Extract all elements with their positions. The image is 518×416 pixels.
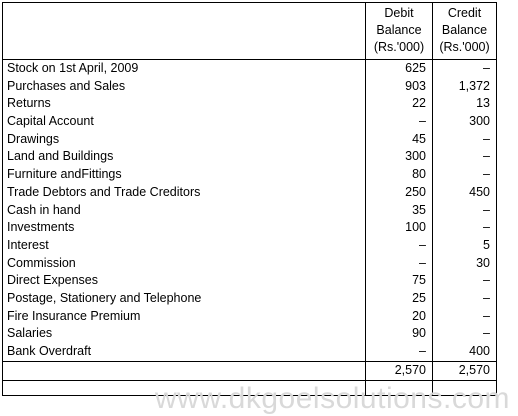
row-particulars: Drawings [3,131,366,149]
row-credit: 13 [433,95,497,113]
debit-header-line-1: Debit [384,6,414,20]
debit-total: 2,570 [366,361,433,380]
row-debit: 45 [366,131,433,149]
row-debit: 22 [366,95,433,113]
row-credit: 450 [433,184,497,202]
row-debit: – [366,255,433,273]
row-debit: 80 [366,166,433,184]
table-row [3,343,497,361]
row-credit: 5 [433,237,497,255]
row-credit: – [433,131,497,149]
table-row [3,202,497,220]
row-debit: 250 [366,184,433,202]
debit-header-line-2: Balance [376,23,422,37]
row-credit: 30 [433,255,497,273]
table-row [3,184,497,202]
row-particulars: Purchases and Sales [3,78,366,96]
table-row [3,113,497,131]
table-row [3,78,497,96]
trial-balance-table [2,2,497,396]
row-credit: – [433,202,497,220]
table-row [3,148,497,166]
row-particulars: Investments [3,219,366,237]
totals-label [3,361,366,380]
credit-header-line-1: Credit [447,6,482,20]
row-debit: 75 [366,272,433,290]
table-row [3,290,497,308]
row-credit: 300 [433,113,497,131]
table-row [3,272,497,290]
debit-header-line-3: (Rs.'000) [373,40,425,54]
row-debit: 20 [366,308,433,326]
row-particulars: Capital Account [3,113,366,131]
row-particulars: Commission [3,255,366,273]
row-particulars: Furniture andFittings [3,166,366,184]
table-row [3,237,497,255]
row-particulars: Returns [3,95,366,113]
row-debit: 903 [366,78,433,96]
row-debit: – [366,113,433,131]
table-row [3,255,497,273]
row-debit: 100 [366,219,433,237]
row-particulars: Land and Buildings [3,148,366,166]
table-row [3,60,497,78]
row-debit: 300 [366,148,433,166]
row-credit: – [433,325,497,343]
debit-balance-header [366,3,433,60]
table-row [3,166,497,184]
row-credit: – [433,60,497,78]
row-debit: 90 [366,325,433,343]
credit-header-line-3: (Rs.'000) [439,40,490,54]
credit-header-line-2: Balance [441,23,488,37]
table-row [3,219,497,237]
row-particulars: Interest [3,237,366,255]
table-row [3,325,497,343]
row-credit: – [433,290,497,308]
row-credit: 400 [433,343,497,361]
row-particulars: Salaries [3,325,366,343]
row-particulars: Stock on 1st April, 2009 [3,60,366,78]
row-credit: – [433,219,497,237]
row-credit: – [433,272,497,290]
credit-balance-header [433,3,497,60]
table-row [3,131,497,149]
row-credit: – [433,308,497,326]
row-debit: – [366,237,433,255]
site-watermark: www.dkgoelsolutions.com [155,382,510,415]
trial-balance-body [3,60,497,396]
row-credit: – [433,148,497,166]
row-particulars: Fire Insurance Premium [3,308,366,326]
particulars-header [3,3,366,60]
credit-total: 2,570 [433,361,497,380]
totals-row [3,361,497,380]
table-row [3,308,497,326]
row-debit: 25 [366,290,433,308]
row-particulars: Direct Expenses [3,272,366,290]
table-row [3,95,497,113]
row-particulars: Cash in hand [3,202,366,220]
row-debit: 35 [366,202,433,220]
row-credit: – [433,166,497,184]
row-particulars: Trade Debtors and Trade Creditors [3,184,366,202]
row-particulars: Bank Overdraft [3,343,366,361]
row-credit: 1,372 [433,78,497,96]
row-particulars: Postage, Stationery and Telephone [3,290,366,308]
row-debit: – [366,343,433,361]
row-debit: 625 [366,60,433,78]
table-header-row [3,3,497,60]
